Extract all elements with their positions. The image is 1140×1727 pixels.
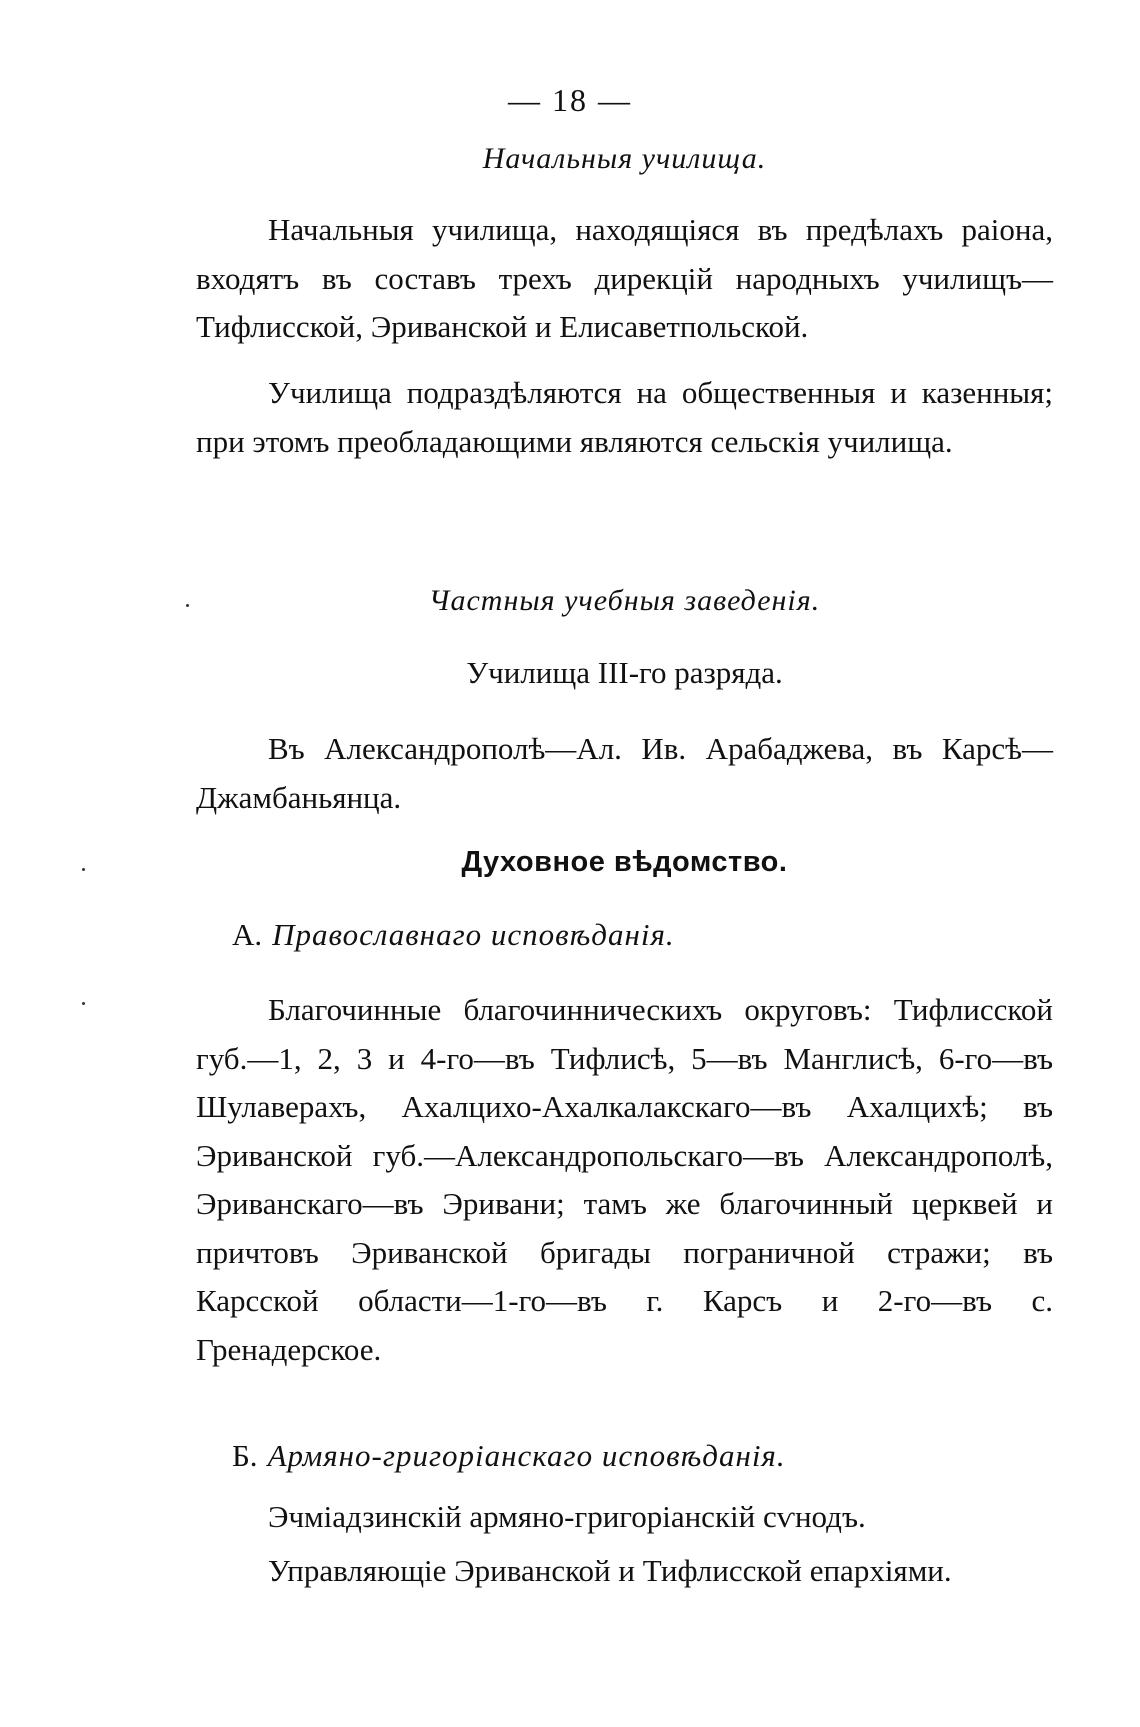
primary-schools-paragraph-1-text: Начальныя училища, находящіяся въ предѣлахъ раіона, входятъ въ составъ трехъ дирекцій народныхъ училищъ—Тифлисской, Эриванской и Елисаветпольской.: [196, 212, 1053, 344]
primary-schools-paragraph-2: [196, 369, 1053, 466]
private-schools-paragraph-text: Въ Александрополѣ—Ал. Ив. Арабаджева, въ Карсѣ—Джамбаньянца.: [196, 731, 1053, 815]
section-b-heading: [232, 1438, 786, 1474]
primary-schools-paragraph-1: [196, 206, 1053, 352]
scan-speck: [82, 868, 85, 871]
section-b-line-1: Эчміадзинскій армяно-григоріанскій сѵнодъ.: [268, 1499, 866, 1534]
section-a-title: Православнаго исповѣданія.: [272, 917, 675, 952]
section-b-line-2: Управляющіе Эриванской и Тифлисской епархіями.: [268, 1553, 952, 1588]
section-a-paragraph: [196, 986, 1053, 1374]
page-number: — 18 —: [508, 82, 632, 118]
section-a-letter: А.: [232, 917, 263, 952]
scan-speck: [82, 1002, 85, 1005]
primary-schools-heading: Начальныя училища.: [482, 142, 767, 175]
section-b-letter: Б.: [232, 1438, 258, 1473]
primary-schools-paragraph-2-text: Училища подраздѣляются на общественныя и казенныя; при этомъ преобладающими являются сельскія училища.: [196, 375, 1053, 459]
scan-speck: [186, 604, 189, 607]
private-schools-heading: Частныя учебныя заведенія.: [428, 584, 821, 617]
private-schools-paragraph: [196, 725, 1053, 822]
section-a-paragraph-text: Благочинные благочинническихъ округовъ: Тифлисской губ.—1, 2, 3 и 4-го—въ Тифлисѣ, 5—въ Манглисѣ, 6-го—въ Шулаверахъ, Ахалцихо-Ахалкалакскаго—въ Ахалцихѣ; въ Эриванской губ.—Александропольскаго—въ Александрополѣ, Эриванскаго—въ Эривани; тамъ же благочинный церквей и причтовъ Эриванской бригады пограничной стражи; въ Карсской области—1-го—въ г. Карсъ и 2-го—въ с. Гренадерское.: [196, 992, 1053, 1367]
section-b-title: Армяно-григоріанскаго исповѣданія.: [267, 1438, 786, 1473]
private-schools-subheading: Училища III-го разряда.: [466, 655, 783, 690]
section-a-heading: [232, 917, 675, 953]
clergy-heading: Духовное вѣдомство.: [461, 846, 788, 878]
